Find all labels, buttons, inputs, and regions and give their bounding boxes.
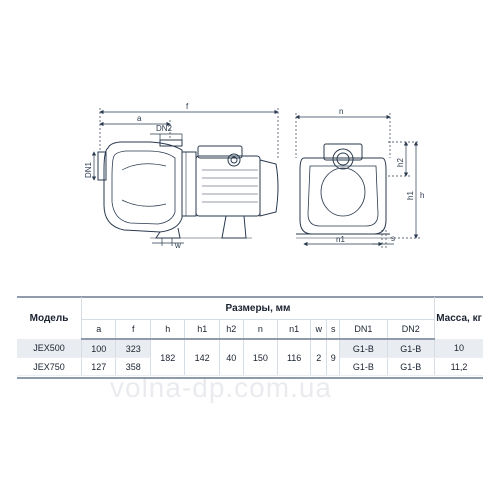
dim-h1-label: h1 [406,191,415,200]
side-view [98,140,278,238]
dim-s-label: s [391,234,395,243]
value-cell: 182 [150,339,184,376]
col-header: DN1 [340,320,387,340]
dim-w-label: w [175,241,181,250]
col-header: n [243,320,277,340]
table-row [17,339,483,358]
col-header: h1 [185,320,219,340]
value-cell: 142 [185,339,219,376]
col-header: a [82,320,116,340]
dim-dn2-label: DN2 [156,124,173,133]
mass-cell: 10 [435,339,484,358]
col-header: s [327,320,340,340]
value-cell: 127 [82,358,116,376]
value-cell: 100 [82,339,116,358]
model-cell: JEX750 [17,358,82,376]
front-view [296,144,390,238]
value-cell: G1-B [387,358,434,376]
dim-n1-label: n1 [336,235,345,244]
spec-table [17,297,483,376]
col-header: h [150,320,184,340]
dim-n-label: n [339,107,344,116]
dimensions-header: Размеры, мм [82,297,435,320]
col-header: DN2 [387,320,434,340]
value-cell: 116 [278,339,311,376]
value-cell: G1-B [387,339,434,358]
mass-cell: 11,2 [435,358,484,376]
mass-header: Масса, кг [436,312,482,324]
col-header: w [311,320,327,340]
dim-dn1-label: DN1 [84,161,93,178]
value-cell: 358 [116,358,150,376]
value-cell: 150 [243,339,277,376]
value-cell: 323 [116,339,150,358]
model-header: Модель [17,297,82,339]
value-cell: G1-B [340,358,387,376]
col-header: h2 [219,320,243,340]
model-cell: JEX500 [17,339,82,358]
dim-a-label: a [137,114,142,123]
value-cell: 40 [219,339,243,376]
watermark-text: volna-dp.com.ua [110,372,333,403]
value-cell: 9 [327,339,340,376]
value-cell: 2 [311,339,327,376]
dim-h2-label: h2 [396,158,405,167]
col-header: n1 [278,320,311,340]
dim-f-label: f [186,102,189,111]
dim-h-label: h [420,191,425,200]
value-cell: G1-B [340,339,387,358]
col-header: f [116,320,150,340]
